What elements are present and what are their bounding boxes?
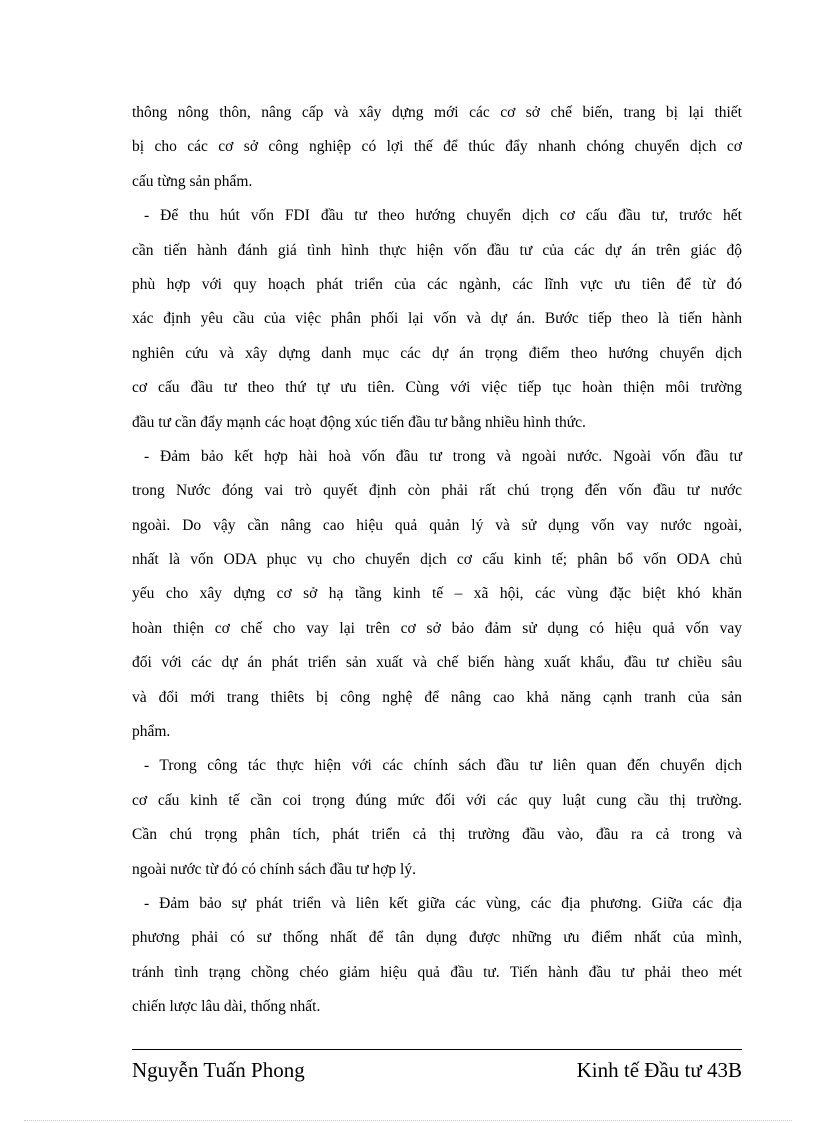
- footer-author: Nguyễn Tuấn Phong: [132, 1058, 305, 1082]
- body-line: cơ cấu kinh tế cần coi trọng đúng mức đối với các quy luật cung cầu thị trường.: [132, 791, 742, 809]
- body-line: - Trong công tác thực hiện với các chính sách đầu tư liên quan đến chuyển dịch: [144, 757, 742, 775]
- body-line: hoàn thiện cơ chế cho vay lại trên cơ sở bảo đảm sử dụng có hiệu quả vốn vay: [132, 619, 742, 637]
- body-line: thông nông thôn, nâng cấp và xây dựng mới các cơ sở chế biến, trang bị lại thiết: [132, 104, 742, 121]
- body-line: cần tiến hành đánh giá tình hình thực hiện vốn đầu tư của các dự án trên giác độ: [132, 241, 742, 259]
- body-line: và đổi mới trang thiêts bị công nghệ để nâng cao khả năng cạnh tranh của sản: [132, 688, 742, 706]
- body-line: nhất là vốn ODA phục vụ cho chuyển dịch cơ cấu kinh tế; phân bổ vốn ODA chủ: [132, 551, 742, 569]
- body-line: - Đảm bảo kết hợp hài hoà vốn đầu tư trong và ngoài nước. Ngoài vốn đầu tư: [144, 447, 742, 465]
- body-line: phù hợp với quy hoạch phát triển của các ngành, các lĩnh vực ưu tiên để từ đó: [132, 275, 742, 293]
- body-line: ngoài nước từ đó có chính sách đầu tư hợp lý.: [132, 860, 416, 878]
- body-line: cơ cấu đầu tư theo thứ tự ưu tiên. Cùng với việc tiếp tục hoàn thiện môi trường: [132, 379, 742, 397]
- body-line: chiến lược lâu dài, thống nhất.: [132, 998, 321, 1016]
- body-line: ngoài. Do vậy cần nâng cao hiệu quả quản lý và sử dụng vốn vay nước ngoài,: [132, 516, 742, 534]
- body-line: phương phải có sư thống nhất để tân dụng được những ưu điểm nhất của mình,: [132, 929, 742, 947]
- body-line: trong Nước đóng vai trò quyết định còn phải rất chú trọng đến vốn đầu tư nước: [132, 482, 742, 500]
- body-line: phẩm.: [132, 723, 171, 741]
- body-line: tránh tình trạng chồng chéo giảm hiệu quả đầu tư. Tiến hành đầu tư phải theo mét: [132, 963, 742, 981]
- body-line: Cần chú trọng phân tích, phát triển cả thị trường đầu vào, đầu ra cả trong và: [132, 826, 742, 844]
- page-bottom-dotted-line: [24, 1120, 792, 1121]
- body-line: - Để thu hút vốn FDI đầu tư theo hướng chuyển dịch cơ cấu đầu tư, trước hết: [144, 207, 742, 225]
- body-line: bị cho các cơ sở công nghiệp có lợi thế để thúc đẩy nhanh chóng chuyển dịch cơ: [132, 138, 742, 156]
- page-footer: [132, 1053, 742, 1087]
- document-body: [132, 96, 742, 1025]
- footer-class: Kinh tế Đầu tư 43B: [576, 1058, 742, 1082]
- body-line: đối với các dự án phát triển sản xuất và chế biến hàng xuất khẩu, đầu tư chiều sâu: [132, 654, 742, 672]
- body-line: cấu từng sản phẩm.: [132, 172, 253, 190]
- body-line: đầu tư cần đẩy mạnh các hoạt động xúc tiến đầu tư bằng nhiều hình thức.: [132, 413, 586, 431]
- body-line: nghiên cứu và xây dựng danh mục các dự án trọng điểm theo hướng chuyển dịch: [132, 344, 742, 362]
- footer-divider: [132, 1049, 742, 1050]
- body-line: yếu cho xây dựng cơ sở hạ tầng kinh tế – xã hội, các vùng đặc biệt khó khăn: [132, 585, 742, 603]
- body-line: - Đảm bảo sự phát triển và liên kết giữa các vùng, các địa phương. Giữa các địa: [144, 894, 742, 912]
- body-line: xác định yêu cầu của việc phân phối lại vốn và dự án. Bước tiếp theo là tiến hành: [132, 310, 742, 328]
